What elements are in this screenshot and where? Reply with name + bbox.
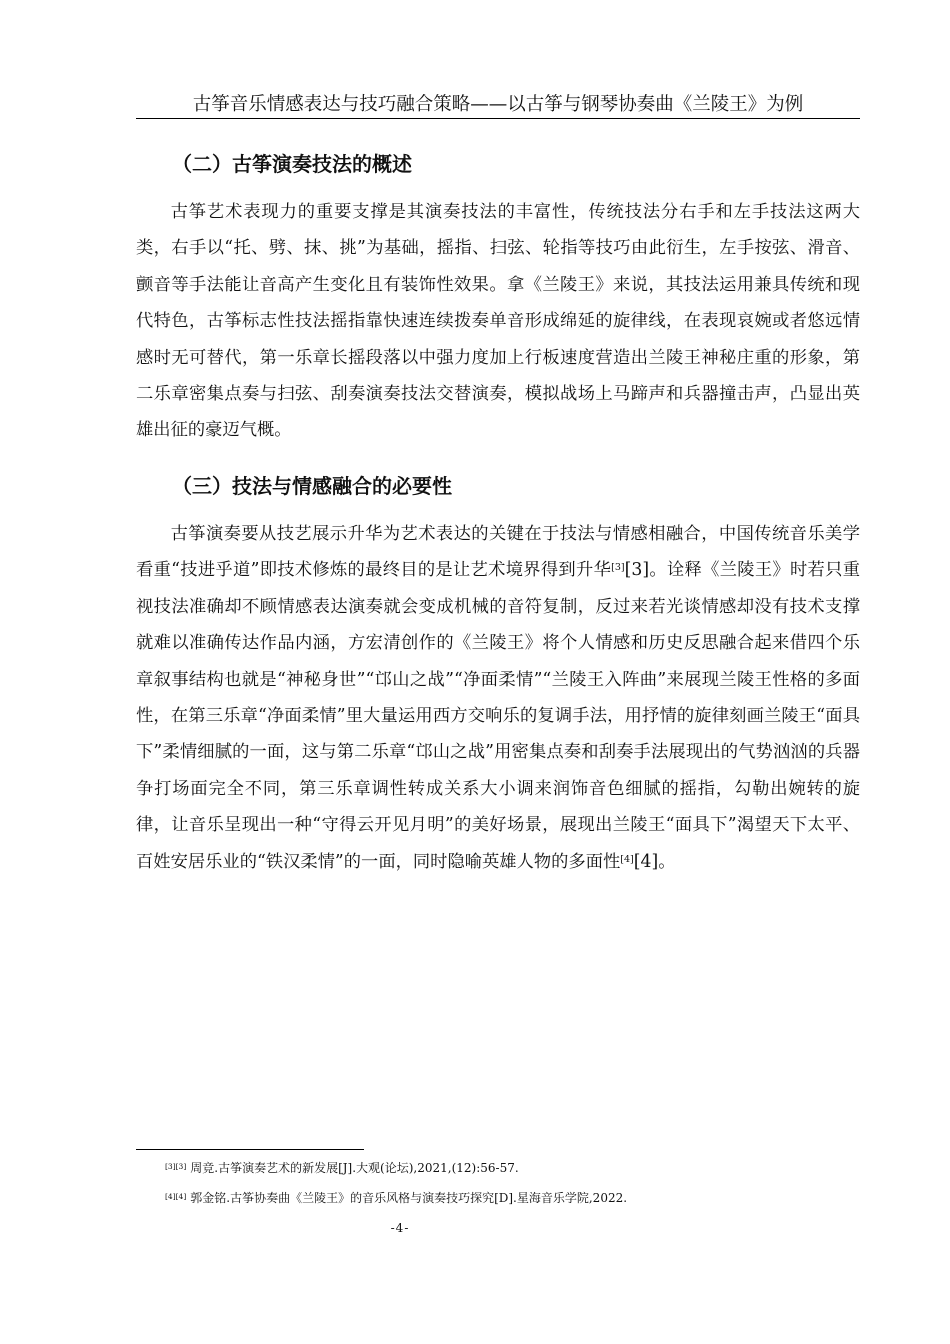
footnote-mark: [3][3]	[165, 1162, 187, 1171]
running-header: 古筝音乐情感表达与技巧融合策略——以古筝与钢琴协奏曲《兰陵王》为例	[192, 94, 804, 115]
footnote-4	[165, 1190, 627, 1206]
citation-3: [3]	[624, 560, 650, 581]
footnote-text: 周竞.古筝演奏艺术的新发展[J].大观(论坛),2021,(12):56-57.	[190, 1161, 519, 1175]
footnote-ref-3[interactable]: [3]	[611, 562, 625, 574]
section-heading-2: （二）古筝演奏技法的概述	[172, 152, 412, 176]
body-paragraph-techniques: 古筝艺术表现力的重要支撑是其演奏技法的丰富性，传统技法分右手和左手技法这两大类，右手以“托、劈、抹、挑”为基础，摇指、扫弦、轮指等技巧由此衍生，左手按弦、滑音、颤音等手法能让音高产生变化且有装饰性效果。拿《兰陵王》来说，其技法运用兼具传统和现代特色，古筝标志性技法摇指靠快速连续拨奏单音形成绵延的旋律线，在表现哀婉或者悠远情感时无可替代，第一乐章长摇段落以中强力度加上行板速度营造出兰陵王神秘庄重的形象，第二乐章密集点奏与扫弦、刮奏演奏技法交替演奏，模拟战场上马蹄声和兵器撞击声，凸显出英雄出征的豪迈气概。	[136, 202, 860, 441]
footnote-3	[165, 1160, 519, 1176]
footnote-separator	[136, 1149, 364, 1150]
paragraph-text: 。诠释《兰陵王》时若只重视技法准确却不顾情感表达演奏就会变成机械的音符复制，反过来若光谈情感却没有技术支撑就难以准确传达作品内涵，方宏清创作的《兰陵王》将个人情感和历史反思融合起来借四个乐章叙事结构也就是“神秘身世”“邙山之战”“净面柔情”“兰陵王入阵曲”来展现兰陵王性格的多面性，在第三乐章“净面柔情”里大量运用西方交响乐的复调手法，用抒情的旋律刻画兰陵王“面具下”柔情细腻的一面，这与第二乐章“邙山之战”用密集点奏和刮奏手法展现出的气势汹汹的兵器争打场面完全不同，第三乐章调性转成关系大小调来润饰音色细腻的摇指，勾勒出婉转的旋律，让音乐呈现出一种“守得云开见月明”的美好场景，展现出兰陵王“面具下”渴望天下太平、百姓安居乐业的“铁汉柔情”的一面，同时隐喻英雄人物的多面性	[136, 560, 860, 872]
paragraph-end: 。	[658, 851, 676, 872]
header-rule	[136, 118, 860, 119]
footnote-ref-4[interactable]: [4]	[620, 853, 634, 865]
citation-4: [4]	[633, 851, 659, 872]
footnote-text: 郭金铭.古筝协奏曲《兰陵王》的音乐风格与演奏技巧探究[D].星海音乐学院,2022.	[190, 1191, 628, 1205]
body-paragraph-fusion	[136, 516, 860, 880]
section-heading-3: （三）技法与情感融合的必要性	[172, 474, 452, 498]
page-number: -4-	[390, 1221, 410, 1235]
footnote-mark: [4][4]	[165, 1192, 187, 1201]
paragraph-text: 古筝演奏要从技艺展示升华为艺术表达的关键在于技法与情感相融合，中国传统音乐美学看重“技进乎道”即技术修炼的最终目的是让艺术境界得到升华	[136, 524, 860, 581]
